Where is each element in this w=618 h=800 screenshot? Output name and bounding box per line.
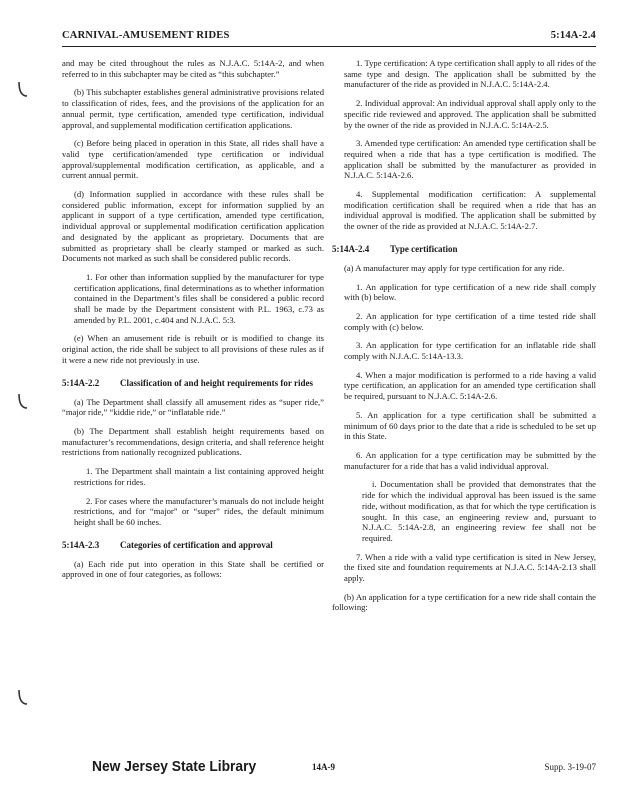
binder-hole-mark [18, 392, 28, 410]
section-title: Classification of and height requirements for rides [120, 377, 313, 388]
header-title: CARNIVAL-AMUSEMENT RIDES [62, 30, 230, 41]
paragraph: (e) When an amusement ride is rebuilt or is modified to change its original action, the ride shall be subject to all provisions of these rules as if it were a new ride not previously in use. [62, 333, 324, 365]
paragraph: 3. An application for type certification for an inflatable ride shall comply with N.J.A.C. 5:14A-13.3. [344, 340, 596, 362]
paragraph: 5. An application for a type certification shall be submitted a minimum of 60 days prior to the date that a ride is scheduled to be set up in this State. [344, 409, 596, 442]
page-number: 14A-9 [312, 762, 335, 772]
paragraph: 2. An application for type certification of a time tested ride shall comply with (c) below. [344, 310, 596, 332]
paragraph: (b) An application for a type certification for a new ride shall contain the following: [332, 591, 596, 613]
paragraph: (c) Before being placed in operation in this State, all rides shall have a valid type certification/amended type certification or individual approval/supplemental modification certification, as applicable, and a current annual permit. [62, 138, 324, 181]
paragraph: 2. For cases where the manufacturer’s manuals do not include height restrictions, and for “major” or “super” rides, the default minimum height shall be 60 inches. [74, 495, 324, 527]
paragraph: 6. An application for a type certification may be submitted by the manufacturer for a ride that has a valid individual approval. [344, 449, 596, 471]
paragraph: 2. Individual approval: An individual approval shall apply only to the specific ride reviewed and approved. The application shall be submitted by the owner of the ride as provided in N.J.A.C. 5:14A-2.5. [344, 98, 596, 130]
section-number: 5:14A-2.2 [62, 377, 100, 388]
left-column [62, 58, 324, 588]
page-footer [62, 758, 596, 778]
paragraph: (d) Information supplied in accordance with these rules shall be considered public information, except for information supplied by an applicant in support of a type certification, amended type certification, individual approval or supplemental modification certification application and designated by the applicant as proprietary. Documents that are submitted as proprietary shall be clearly stamped or marked as such. Documents not marked as such shall be considered public records. [62, 189, 324, 264]
paragraph: (a) The Department shall classify all amusement rides as “super ride,” “major ride,” “kiddie ride,” or “inflatable ride.” [62, 396, 324, 418]
section-number: 5:14A-2.3 [62, 539, 100, 550]
paragraph: (b) This subchapter establishes general administrative provisions related to classification of rides, fees, and the provisions of the application for an annual permit, type certification, amended type certification, individual approval, and supplemental modification certification applications. [62, 87, 324, 130]
paragraph: 1. For other than information supplied by the manufacturer for type certification applications, final determinations as to whether information contained in the Department’s files shall be considered a public record shall be made by the Department consistent with P.L. 1963, c.73 as amended by P.L. 2001, c.404 and N.J.A.C. 5:3. [74, 271, 324, 325]
paragraph: (b) The Department shall establish height requirements based on manufacturer’s recommendations, design criteria, and shall reference height restrictions from nationally recognized publications. [62, 425, 324, 458]
section-heading [332, 244, 596, 255]
section-title: Categories of certification and approval [120, 539, 273, 550]
paragraph: (a) A manufacturer may apply for type certification for any ride. [344, 262, 565, 273]
section-heading [62, 540, 324, 551]
paragraph: 4. Supplemental modification certification: A supplemental modification certification shall be required when a ride that has an individual approval is modified. The application shall be submitted by the owner of the ride as provided at N.J.A.C. 5:14A-2.7. [344, 189, 596, 232]
paragraph: (a) Each ride put into operation in this State shall be certified or approved in one of four categories, as follows: [62, 558, 324, 580]
right-column [332, 58, 596, 621]
running-header [62, 28, 596, 47]
paragraph: 4. When a major modification is performed to a ride having a valid type certification, an application for an amended type certification shall be required, pursuant to N.J.A.C. 5:14A-2.6. [344, 369, 596, 402]
section-title: Type certification [390, 243, 458, 254]
paragraph: 1. Type certification: A type certification shall apply to all rides of the same type and design. The application shall be submitted by the manufacturer of the ride as provided in N.J.A.C. 5:14A-2.4. [344, 58, 596, 90]
section-number: 5:14A-2.4 [332, 243, 370, 254]
paragraph: i. Documentation shall be provided that demonstrates that the ride for which the individual approval has been issued is the same ride, without modification, as that for which the type certification is sought. In this case, an engineering review and, pursuant to N.J.A.C. 5:14A-2.8, an engineering review fee shall not be required. [362, 479, 596, 543]
library-stamp: New Jersey State Library [92, 758, 257, 775]
paragraph: and may be cited throughout the rules as N.J.A.C. 5:14A-2, and when referred to in this subchapter may be cited as “this subchapter.” [62, 58, 324, 79]
paragraph: 1. The Department shall maintain a list containing approved height restrictions for rides. [74, 466, 324, 487]
paragraph: 7. When a ride with a valid type certification is sited in New Jersey, the fixed site and foundation requirements at N.J.A.C. 5:14A-2.13 shall apply. [344, 551, 596, 584]
binder-hole-mark [18, 688, 28, 706]
paragraph: 3. Amended type certification: An amended type certification shall be required when a ride that has a type certification is modified. The application shall be submitted by the manufacturer as provided in N.J.A.C. 5:14A-2.6. [344, 138, 596, 181]
section-heading [62, 378, 324, 389]
supplement-date: Supp. 3-19-07 [544, 762, 596, 772]
paragraph: 1. An application for type certification of a new ride shall comply with (b) below. [344, 281, 596, 303]
binder-hole-mark [18, 80, 28, 98]
header-section: 5:14A-2.4 [550, 30, 596, 41]
